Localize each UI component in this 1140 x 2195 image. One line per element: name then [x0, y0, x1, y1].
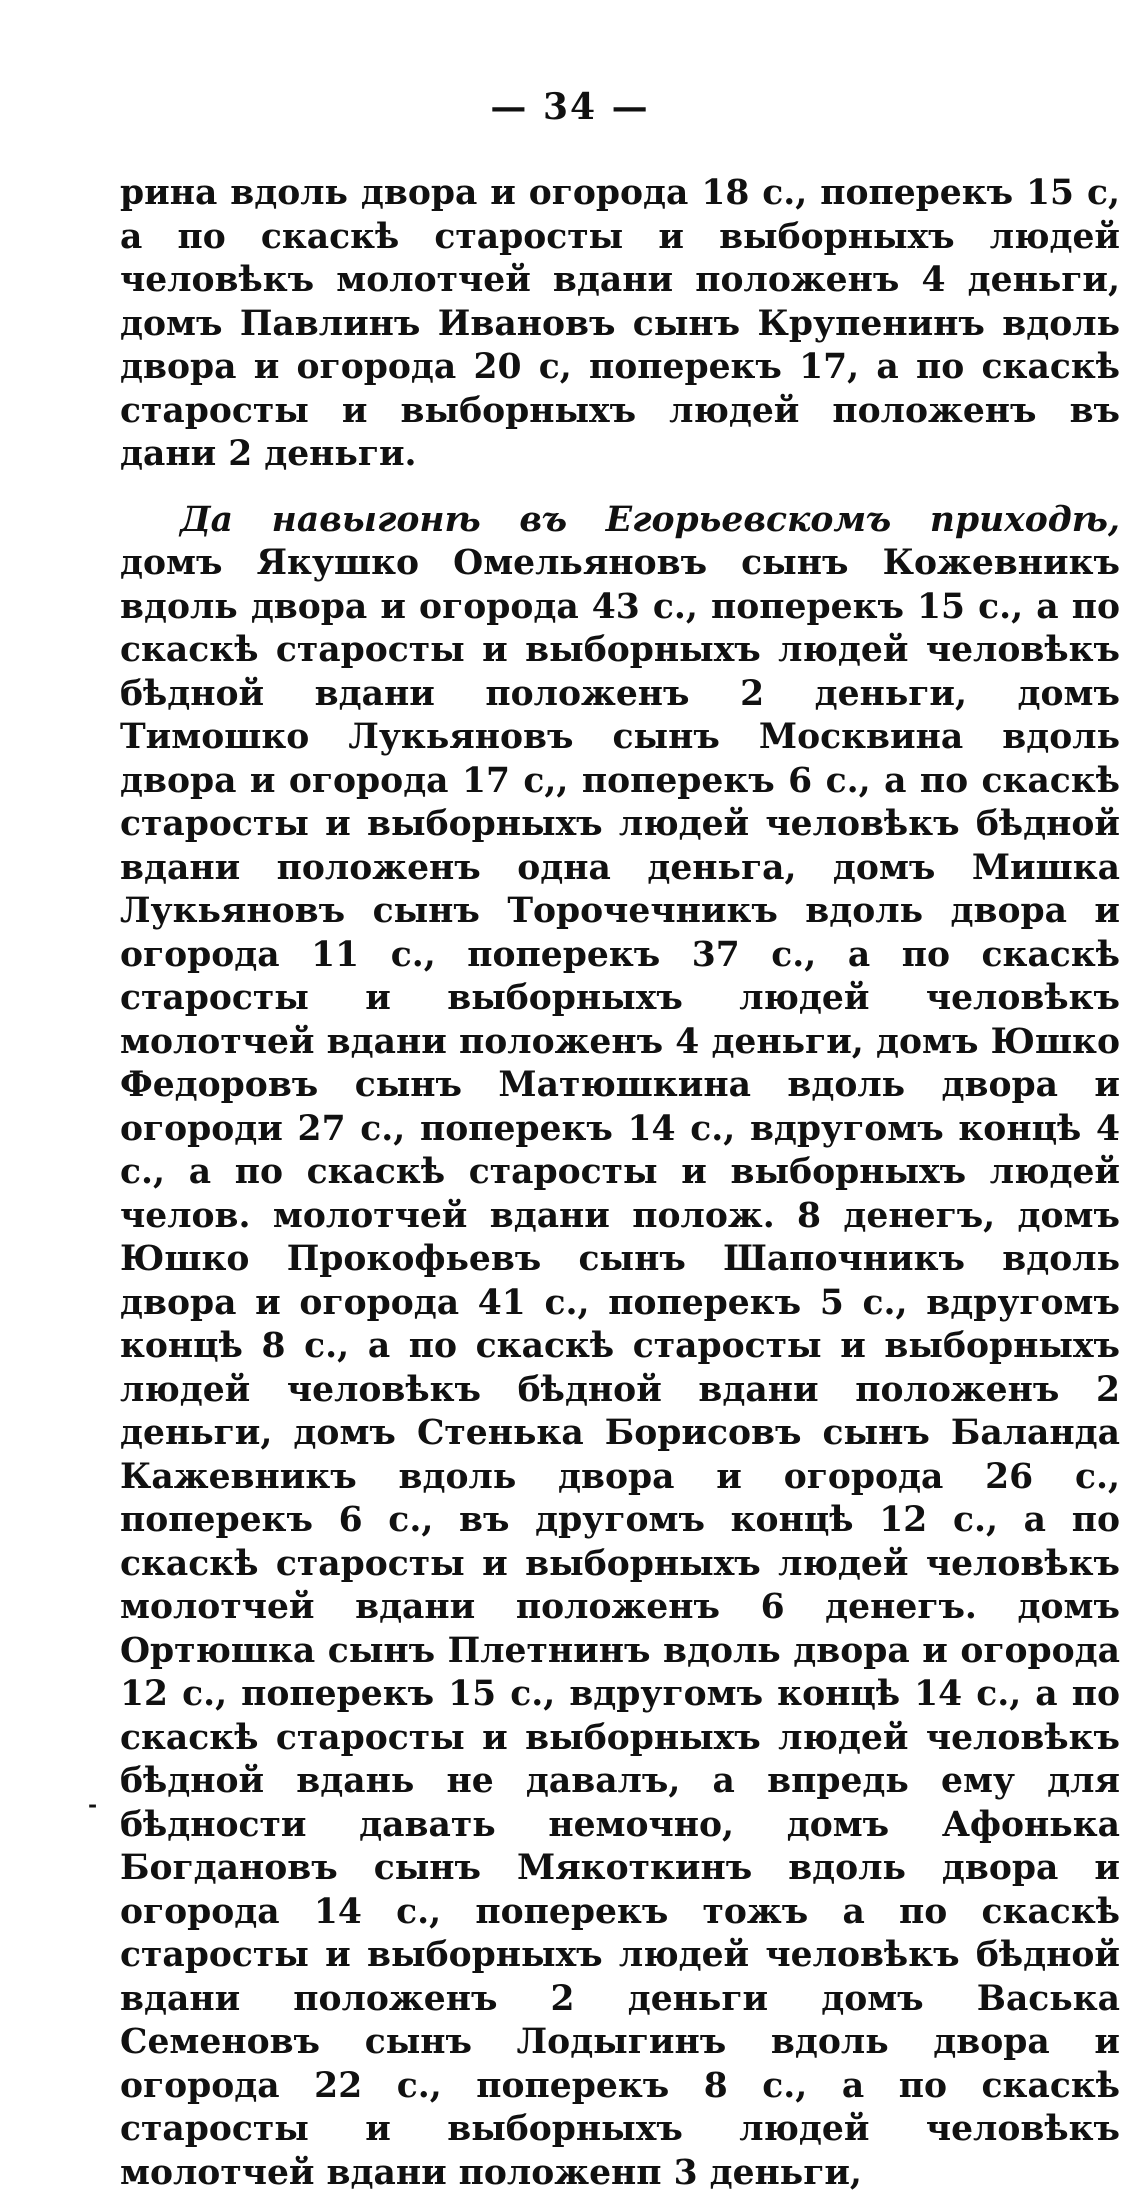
paragraph-1: рина вдоль двора и огорода 18 с., поперекъ 15 с, а по скаскѣ старосты и выборныхъ людей человѣкъ молотчей вдани положенъ 4 деньги, домъ Павлинъ Ивановъ сынъ Крупенинъ вдоль двора и огорода 20 с, поперекъ 17, а по скаскѣ старосты и выборныхъ людей положенъ въ дани 2 деньги. [120, 172, 1120, 477]
paragraph-2-italic-heading: Да навыгонѣ въ Егорьевскомъ приходѣ, [180, 500, 1120, 540]
body-text [120, 172, 1120, 2195]
margin-mark: - [88, 1792, 97, 1818]
page-number: — 34 — [0, 86, 1140, 128]
paragraph-2 [120, 499, 1120, 2195]
paragraph-2-text: домъ Якушко Омельяновъ сынъ Кожевникъ вдоль двора и огорода 43 с., поперекъ 15 с., а по скаскѣ старосты и выборныхъ людей человѣкъ бѣдной вдани положенъ 2 деньги, домъ Тимошко Лукьяновъ сынъ Москвина вдоль двора и огорода 17 с,, поперекъ 6 с., а по скаскѣ старосты и выборныхъ людей человѣкъ бѣдной вдани положенъ одна деньга, домъ Мишка Лукьяновъ сынъ Торочечникъ вдоль двора и огорода 11 с., поперекъ 37 с., а по скаскѣ старосты и выборныхъ людей человѣкъ молотчей вдани положенъ 4 деньги, домъ Юшко Федоровъ сынъ Матюшкина вдоль двора и огороди 27 с., поперекъ 14 с., вдругомъ концѣ 4 с., а по скаскѣ старосты и выборныхъ людей челов. молотчей вдани полож. 8 денегъ, домъ Юшко Прокофьевъ сынъ Шапочникъ вдоль двора и огорода 41 с., поперекъ 5 с., вдругомъ концѣ 8 с., а по скаскѣ старосты и выборныхъ людей человѣкъ бѣдной вдани положенъ 2 деньги, домъ Стенька Борисовъ сынъ Баланда Кажевникъ вдоль двора и огорода 26 с., поперекъ 6 с., въ другомъ концѣ 12 с., а по скаскѣ старосты и выборныхъ людей человѣкъ молотчей вдани положенъ 6 денегъ. домъ Ортюшка сынъ Плетнинъ вдоль двора и огорода 12 с., поперекъ 15 с., вдругомъ концѣ 14 с., а по скаскѣ старосты и выборныхъ людей человѣкъ бѣдной вдань не давалъ, а впредь ему для бѣдности давать немочно, домъ Афонька Богдановъ сынъ Мякоткинъ вдоль двора и огорода 14 с., поперекъ тожъ а по скаскѣ старосты и выборныхъ людей человѣкъ бѣдной вдани положенъ 2 деньги домъ Васька Семеновъ сынъ Лодыгинъ вдоль двора и огорода 22 с., поперекъ 8 с., а по скаскѣ старосты и выборныхъ людей человѣкъ молотчей вдани положенп 3 деньги, [120, 543, 1120, 2193]
